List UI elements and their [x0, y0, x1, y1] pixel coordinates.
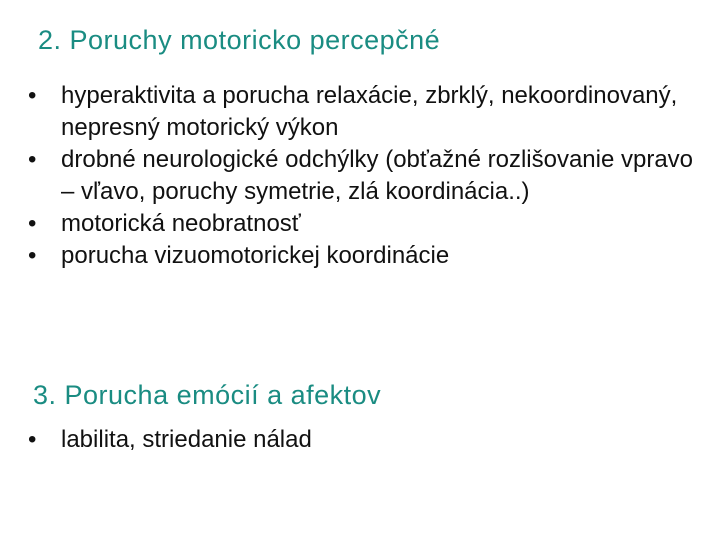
section-heading-motor-perceptual: 2. Poruchy motoricko percepčné — [38, 25, 441, 55]
list-item — [28, 208, 698, 240]
bullet-icon: • — [28, 210, 37, 237]
bullet-icon: • — [28, 146, 37, 173]
list-item — [28, 424, 698, 456]
bullet-icon: • — [28, 82, 37, 109]
list-item-text: labilita, striedanie nálad — [61, 426, 312, 453]
list-item — [28, 80, 698, 144]
list-item-text: motorická neobratnosť — [61, 210, 301, 237]
list-item — [28, 144, 698, 208]
list-item-text: hyperaktivita a porucha relaxácie, zbrklý, nekoordinovaný, nepresný motorický výkon — [61, 82, 678, 141]
bullet-list-emotions — [28, 424, 698, 456]
list-item-text: drobné neurologické odchýlky (obťažné rozlišovanie vpravo – vľavo, poruchy symetrie, zlá koordinácia..) — [61, 146, 694, 205]
bullet-icon: • — [28, 426, 37, 453]
list-item-text: porucha vizuomotorickej koordinácie — [61, 242, 450, 269]
bullet-icon: • — [28, 242, 37, 269]
bullet-list-motor-perceptual — [28, 80, 698, 272]
section-heading-emotions: 3. Porucha emócií a afektov — [33, 380, 382, 410]
list-item — [28, 240, 698, 272]
